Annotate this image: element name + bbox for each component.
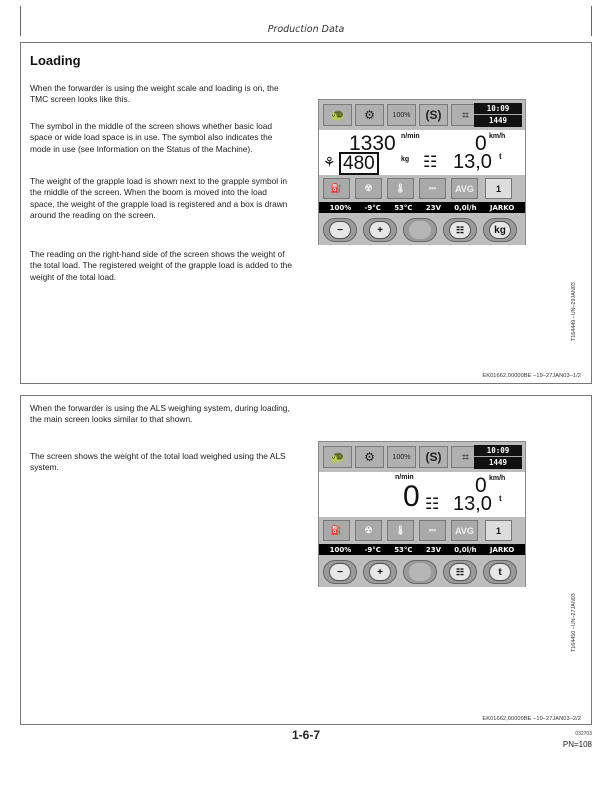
- status-bar: [319, 544, 525, 555]
- blank-button[interactable]: [403, 218, 437, 242]
- battery-icon: ⎓: [419, 178, 446, 199]
- engine-icon: ⚙: [355, 446, 384, 468]
- status-outside-temp: -9°C: [364, 545, 381, 554]
- gear-indicator: 1: [485, 520, 512, 541]
- status-oil-temp: 53°C: [394, 203, 413, 212]
- speed-value: 0: [475, 132, 487, 155]
- s-mode-icon: (S): [419, 104, 448, 126]
- speed-value: 0: [475, 474, 487, 497]
- paragraph: The reading on the right-hand side of the screen shows the weight of the total load. The registered weight of the grapple load is added to the weight of the total load.: [30, 249, 292, 282]
- paragraph: The screen shows the weight of the total load weighed using the ALS system.: [30, 451, 286, 473]
- page-number: 1-6-7: [291, 728, 320, 742]
- crane-percent-icon: 100%: [387, 446, 416, 468]
- paragraph: When the forwarder is using the weight scale and loading is on, the TMC screen looks like this.: [30, 83, 279, 105]
- grid-icon: ⌗: [451, 446, 480, 468]
- battery-icon: ⎓: [419, 520, 446, 541]
- time-value: 10:09: [486, 446, 510, 455]
- status-operator: JARKO: [489, 203, 515, 212]
- second-icon-row: [319, 517, 525, 544]
- rpm-value: 0: [403, 480, 420, 513]
- page-header: Production Data: [267, 24, 345, 35]
- status-bar: [319, 202, 525, 213]
- section-title: Loading: [30, 53, 81, 68]
- total-weight: 13,0: [453, 151, 492, 173]
- status-outside-temp: -9°C: [364, 203, 381, 212]
- speed-unit: km/h: [489, 133, 506, 140]
- paragraph: The weight of the grapple load is shown next to the grapple symbol in the middle of the screen. When the boom is moved into the load space, the weight of the grapple load is registered and a box is drawn around the reading on the screen.: [30, 176, 288, 220]
- status-percent: 100%: [329, 203, 352, 212]
- hours-value: 1449: [474, 114, 522, 126]
- pn-label: PN=108: [562, 740, 592, 749]
- paragraph: The symbol in the middle of the screen shows whether basic load space or wide load space is in use. The symbol also indicates the mode in use (see Information on the Status of the Machine).: [30, 121, 273, 154]
- avg-label: AVG: [451, 520, 478, 541]
- grapple-unit: kg: [401, 156, 410, 163]
- image-code: T164449 –UN–29JAN03: [571, 282, 577, 341]
- rpm-unit: n/min: [395, 474, 414, 481]
- oil-icon: ☢: [355, 178, 382, 199]
- rpm-value: 1330: [349, 132, 396, 155]
- tmc-screen-als: [318, 441, 526, 587]
- gear-indicator: 1: [485, 178, 512, 199]
- grapple-weight: 480: [339, 152, 379, 175]
- total-unit: t: [499, 494, 502, 503]
- status-voltage: 23V: [425, 545, 441, 554]
- unit-button[interactable]: kg: [483, 218, 517, 242]
- speed-unit: km/h: [489, 475, 506, 482]
- oil-icon: ☢: [355, 520, 382, 541]
- status-voltage: 23V: [425, 203, 441, 212]
- second-icon-row: [319, 175, 525, 202]
- grid-icon: ⌗: [451, 104, 480, 126]
- top-icon-row: [319, 100, 525, 130]
- grapple-icon: ⚘: [323, 154, 336, 170]
- crane-minus-button[interactable]: −: [323, 218, 357, 242]
- status-fuel-rate: 0,0l/h: [454, 203, 477, 212]
- section-footer-id: EK01662,00000BE –19–27JAN03–1/2: [482, 373, 581, 379]
- crane-plus-button[interactable]: +: [363, 560, 397, 584]
- fuel-icon: ⛽: [323, 520, 350, 541]
- button-row: [319, 555, 525, 587]
- top-icon-row: [319, 442, 525, 472]
- fuel-icon: ⛽: [323, 178, 350, 199]
- clock-display: [474, 103, 522, 127]
- doc-code: 032703: [575, 731, 592, 737]
- avg-label: AVG: [451, 178, 478, 199]
- crane-plus-button[interactable]: +: [363, 218, 397, 242]
- status-fuel-rate: 0,0l/h: [454, 545, 477, 554]
- total-weight: 13,0: [453, 493, 492, 515]
- turtle-icon: 🐢: [323, 446, 352, 468]
- clock-display: [474, 445, 522, 469]
- temperature-icon: 🌡: [387, 520, 414, 541]
- rpm-unit: n/min: [401, 133, 420, 140]
- crane-percent-icon: 100%: [387, 104, 416, 126]
- status-operator: JARKO: [489, 545, 515, 554]
- time-value: 10:09: [486, 104, 510, 113]
- section-footer-id: EK01662,00000BE –19–27JAN03–2/2: [482, 716, 581, 722]
- blank-button[interactable]: [403, 560, 437, 584]
- hours-value: 1449: [474, 456, 522, 468]
- status-percent: 100%: [329, 545, 352, 554]
- engine-icon: ⚙: [355, 104, 384, 126]
- unit-button[interactable]: t: [483, 560, 517, 584]
- load-space-button[interactable]: ☷: [443, 560, 477, 584]
- load-space-button[interactable]: ☷: [443, 218, 477, 242]
- crane-minus-button[interactable]: −: [323, 560, 357, 584]
- temperature-icon: 🌡: [387, 178, 414, 199]
- section-loading: [20, 42, 592, 384]
- button-row: [319, 213, 525, 245]
- load-space-icon: ☷: [423, 154, 438, 171]
- total-unit: t: [499, 152, 502, 161]
- section-als: [20, 395, 592, 725]
- turtle-icon: 🐢: [323, 104, 352, 126]
- image-code: T164450 –UN–27JAN03: [571, 593, 577, 652]
- load-space-icon: ☷: [425, 496, 440, 513]
- s-mode-icon: (S): [419, 446, 448, 468]
- main-readout: [319, 130, 525, 175]
- paragraph: When the forwarder is using the ALS weighing system, during loading, the main screen looks similar to that shown.: [30, 403, 290, 425]
- main-readout: [319, 472, 525, 517]
- tmc-screen: [318, 99, 526, 245]
- status-oil-temp: 53°C: [394, 545, 413, 554]
